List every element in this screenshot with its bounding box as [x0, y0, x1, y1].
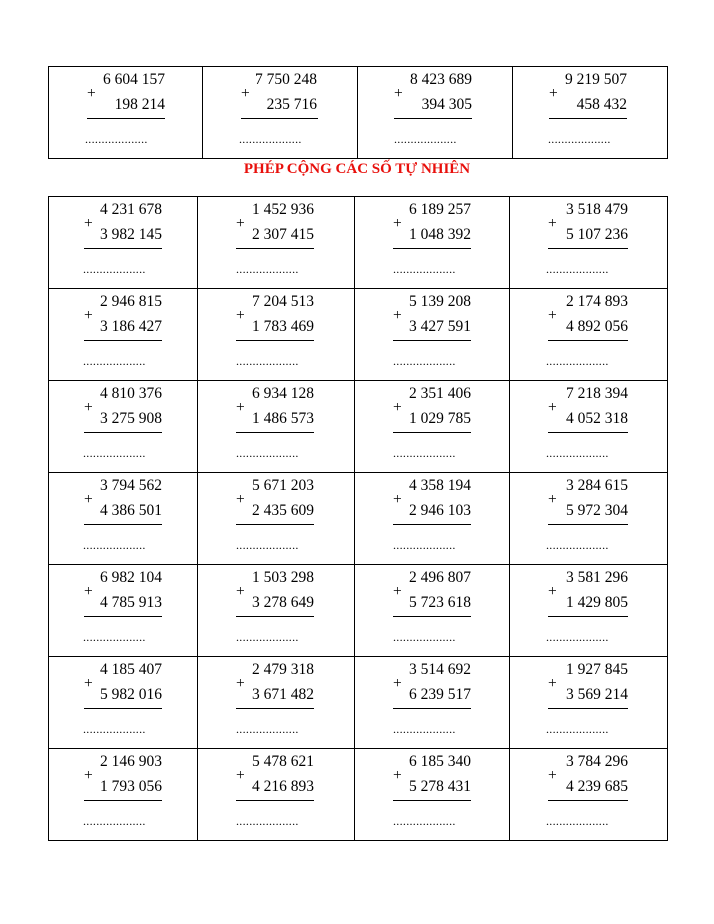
exercise-cell [355, 289, 510, 381]
addition-problem [198, 569, 354, 649]
first-addend: 5 139 208 [409, 293, 471, 310]
first-addend: 3 794 562 [100, 477, 162, 494]
exercise-cell [510, 565, 668, 657]
addition-problem [355, 201, 509, 281]
addition-problem [510, 569, 667, 649]
answer-blank[interactable]: ................... [393, 354, 456, 368]
plus-sign: + [394, 85, 403, 102]
plus-sign: + [393, 215, 402, 232]
plus-sign: + [393, 491, 402, 508]
exercise-cell [355, 657, 510, 749]
sum-line [236, 524, 314, 525]
second-addend: 458 432 [576, 96, 627, 113]
first-addend: 2 174 893 [566, 293, 628, 310]
plus-sign: + [548, 215, 557, 232]
exercise-row [49, 197, 668, 289]
answer-blank[interactable]: ................... [83, 262, 146, 276]
exercise-row [49, 473, 668, 565]
answer-blank[interactable]: ................... [83, 814, 146, 828]
sum-line [393, 432, 471, 433]
first-addend: 4 185 407 [100, 661, 162, 678]
sum-line [236, 616, 314, 617]
plus-sign: + [236, 491, 245, 508]
addition-problem [49, 201, 197, 281]
second-addend: 3 982 145 [100, 226, 162, 243]
first-addend: 6 189 257 [409, 201, 471, 218]
exercise-cell [198, 565, 355, 657]
exercise-cell [49, 381, 198, 473]
sum-line [548, 248, 628, 249]
plus-sign: + [393, 767, 402, 784]
second-addend: 1 783 469 [252, 318, 314, 335]
first-addend: 3 784 296 [566, 753, 628, 770]
first-addend: 8 423 689 [410, 71, 472, 88]
addition-problem [198, 661, 354, 741]
addition-problem [198, 477, 354, 557]
sum-line [393, 248, 471, 249]
first-addend: 3 514 692 [409, 661, 471, 678]
sum-line [548, 800, 628, 801]
first-addend: 4 810 376 [100, 385, 162, 402]
answer-blank[interactable]: ................... [546, 814, 609, 828]
plus-sign: + [84, 307, 93, 324]
exercise-cell [49, 67, 203, 159]
answer-blank[interactable]: ................... [548, 132, 611, 146]
plus-sign: + [548, 675, 557, 692]
plus-sign: + [84, 399, 93, 416]
plus-sign: + [236, 399, 245, 416]
exercise-cell [49, 289, 198, 381]
second-addend: 198 214 [114, 96, 165, 113]
answer-blank[interactable]: ................... [393, 722, 456, 736]
sum-line [236, 340, 314, 341]
second-addend: 6 239 517 [409, 686, 471, 703]
exercise-row [49, 657, 668, 749]
plus-sign: + [84, 767, 93, 784]
answer-blank[interactable]: ................... [393, 538, 456, 552]
sum-line [548, 616, 628, 617]
addition-problem [510, 201, 667, 281]
addition-problem [510, 293, 667, 373]
exercise-cell [49, 473, 198, 565]
exercise-cell [510, 657, 668, 749]
answer-blank[interactable]: ................... [546, 722, 609, 736]
addition-problem [49, 569, 197, 649]
plus-sign: + [393, 675, 402, 692]
first-addend: 2 946 815 [100, 293, 162, 310]
answer-blank[interactable]: ................... [546, 262, 609, 276]
sum-line [87, 118, 165, 119]
second-addend: 5 107 236 [566, 226, 628, 243]
sum-line [84, 340, 162, 341]
second-addend: 1 486 573 [252, 410, 314, 427]
plus-sign: + [241, 85, 250, 102]
addition-problem [358, 71, 512, 151]
exercise-cell [510, 473, 668, 565]
first-addend: 2 496 807 [409, 569, 471, 586]
exercise-row [49, 565, 668, 657]
sum-line [84, 432, 162, 433]
answer-blank[interactable]: ................... [83, 538, 146, 552]
exercise-cell [198, 749, 355, 841]
second-addend: 2 946 103 [409, 502, 471, 519]
plus-sign: + [548, 767, 557, 784]
second-addend: 4 239 685 [566, 778, 628, 795]
plus-sign: + [87, 85, 96, 102]
plus-sign: + [548, 583, 557, 600]
sum-line [84, 616, 162, 617]
addition-problem [510, 661, 667, 741]
sum-line [394, 118, 472, 119]
first-addend: 4 358 194 [409, 477, 471, 494]
plus-sign: + [548, 491, 557, 508]
sum-line [84, 800, 162, 801]
answer-blank[interactable]: ................... [236, 630, 299, 644]
addition-problem [49, 71, 202, 151]
first-addend: 3 581 296 [566, 569, 628, 586]
first-addend: 3 518 479 [566, 201, 628, 218]
answer-blank[interactable]: ................... [394, 132, 457, 146]
answer-blank[interactable]: ................... [236, 446, 299, 460]
main-exercise-body [49, 197, 668, 841]
plus-sign: + [548, 307, 557, 324]
plus-sign: + [84, 583, 93, 600]
addition-problem [49, 477, 197, 557]
exercise-cell [49, 197, 198, 289]
addition-problem [513, 71, 667, 151]
exercise-cell [510, 749, 668, 841]
first-addend: 1 927 845 [566, 661, 628, 678]
second-addend: 1 048 392 [409, 226, 471, 243]
addition-problem [198, 385, 354, 465]
addition-problem [355, 753, 509, 833]
exercise-row [49, 749, 668, 841]
second-addend: 2 307 415 [252, 226, 314, 243]
addition-problem [355, 661, 509, 741]
second-addend: 1 793 056 [100, 778, 162, 795]
second-addend: 5 278 431 [409, 778, 471, 795]
sum-line [548, 524, 628, 525]
sum-line [236, 708, 314, 709]
addition-problem [49, 661, 197, 741]
answer-blank[interactable]: ................... [83, 354, 146, 368]
first-addend: 5 671 203 [252, 477, 314, 494]
second-addend: 3 186 427 [100, 318, 162, 335]
second-addend: 3 569 214 [566, 686, 628, 703]
plus-sign: + [84, 491, 93, 508]
first-addend: 6 185 340 [409, 753, 471, 770]
exercise-cell [198, 657, 355, 749]
addition-problem [355, 569, 509, 649]
plus-sign: + [548, 399, 557, 416]
exercise-cell [355, 749, 510, 841]
addition-problem [49, 293, 197, 373]
exercise-cell [355, 197, 510, 289]
answer-blank[interactable]: ................... [236, 354, 299, 368]
top-exercise-body [49, 67, 668, 159]
answer-blank[interactable]: ................... [393, 262, 456, 276]
exercise-row [49, 381, 668, 473]
first-addend: 4 231 678 [100, 201, 162, 218]
answer-blank[interactable]: ................... [546, 630, 609, 644]
exercise-cell [510, 289, 668, 381]
answer-blank[interactable]: ................... [236, 722, 299, 736]
second-addend: 4 892 056 [566, 318, 628, 335]
answer-blank[interactable]: ................... [393, 446, 456, 460]
exercise-cell [198, 197, 355, 289]
second-addend: 2 435 609 [252, 502, 314, 519]
first-addend: 2 351 406 [409, 385, 471, 402]
sum-line [236, 800, 314, 801]
exercise-cell [510, 197, 668, 289]
plus-sign: + [236, 583, 245, 600]
plus-sign: + [393, 583, 402, 600]
addition-problem [510, 477, 667, 557]
plus-sign: + [84, 675, 93, 692]
second-addend: 394 305 [421, 96, 472, 113]
exercise-cell [198, 381, 355, 473]
worksheet-title: PHÉP CỘNG CÁC SỐ TỰ NHIÊN [243, 161, 471, 177]
sum-line [84, 248, 162, 249]
second-addend: 4 386 501 [100, 502, 162, 519]
exercise-cell [355, 565, 510, 657]
plus-sign: + [393, 307, 402, 324]
addition-problem [198, 293, 354, 373]
second-addend: 3 671 482 [252, 686, 314, 703]
first-addend: 3 284 615 [566, 477, 628, 494]
first-addend: 9 219 507 [565, 71, 627, 88]
exercise-cell [49, 565, 198, 657]
answer-blank[interactable]: ................... [236, 814, 299, 828]
addition-problem [49, 385, 197, 465]
exercise-cell [198, 473, 355, 565]
answer-blank[interactable]: ................... [546, 538, 609, 552]
first-addend: 6 604 157 [103, 71, 165, 88]
exercise-cell [49, 657, 198, 749]
sum-line [548, 432, 628, 433]
second-addend: 4 785 913 [100, 594, 162, 611]
exercise-cell [355, 381, 510, 473]
answer-blank[interactable]: ................... [546, 446, 609, 460]
addition-problem [49, 753, 197, 833]
sum-line [548, 708, 628, 709]
second-addend: 1 429 805 [566, 594, 628, 611]
answer-blank[interactable]: ................... [83, 630, 146, 644]
sum-line [549, 118, 627, 119]
first-addend: 6 934 128 [252, 385, 314, 402]
plus-sign: + [236, 307, 245, 324]
sum-line [84, 524, 162, 525]
exercise-cell [358, 67, 513, 159]
first-addend: 2 479 318 [252, 661, 314, 678]
answer-blank[interactable]: ................... [546, 354, 609, 368]
second-addend: 5 972 304 [566, 502, 628, 519]
second-addend: 4 216 893 [252, 778, 314, 795]
first-addend: 6 982 104 [100, 569, 162, 586]
sum-line [241, 118, 318, 119]
second-addend: 5 723 618 [409, 594, 471, 611]
plus-sign: + [84, 215, 93, 232]
answer-blank[interactable]: ................... [236, 262, 299, 276]
answer-blank[interactable]: ................... [393, 630, 456, 644]
plus-sign: + [236, 675, 245, 692]
plus-sign: + [236, 767, 245, 784]
answer-blank[interactable]: ................... [85, 132, 148, 146]
exercise-cell [49, 749, 198, 841]
sum-line [393, 524, 471, 525]
plus-sign: + [236, 215, 245, 232]
exercise-cell [355, 473, 510, 565]
exercise-cell [203, 67, 358, 159]
sum-line [84, 708, 162, 709]
second-addend: 235 716 [266, 96, 317, 113]
addition-problem [510, 385, 667, 465]
plus-sign: + [393, 399, 402, 416]
plus-sign: + [549, 85, 558, 102]
addition-problem [203, 71, 357, 151]
main-exercise-table [48, 196, 668, 841]
second-addend: 3 278 649 [252, 594, 314, 611]
first-addend: 7 218 394 [566, 385, 628, 402]
sum-line [548, 340, 628, 341]
exercise-cell [513, 67, 668, 159]
first-addend: 7 204 513 [252, 293, 314, 310]
sum-line [393, 616, 471, 617]
addition-problem [355, 293, 509, 373]
addition-problem [355, 477, 509, 557]
first-addend: 2 146 903 [100, 753, 162, 770]
exercise-row [49, 289, 668, 381]
first-addend: 7 750 248 [255, 71, 317, 88]
top-exercise-table [48, 66, 668, 159]
sum-line [393, 800, 471, 801]
sum-line [236, 432, 314, 433]
answer-blank[interactable]: ................... [83, 722, 146, 736]
addition-problem [355, 385, 509, 465]
exercise-row [49, 67, 668, 159]
second-addend: 3 427 591 [409, 318, 471, 335]
second-addend: 4 052 318 [566, 410, 628, 427]
exercise-cell [510, 381, 668, 473]
addition-problem [198, 201, 354, 281]
addition-problem [510, 753, 667, 833]
second-addend: 3 275 908 [100, 410, 162, 427]
answer-blank[interactable]: ................... [83, 446, 146, 460]
answer-blank[interactable]: ................... [236, 538, 299, 552]
addition-problem [198, 753, 354, 833]
first-addend: 1 503 298 [252, 569, 314, 586]
answer-blank[interactable]: ................... [239, 132, 302, 146]
second-addend: 5 982 016 [100, 686, 162, 703]
sum-line [236, 248, 314, 249]
answer-blank[interactable]: ................... [393, 814, 456, 828]
first-addend: 5 478 621 [252, 753, 314, 770]
sum-line [393, 708, 471, 709]
second-addend: 1 029 785 [409, 410, 471, 427]
sum-line [393, 340, 471, 341]
first-addend: 1 452 936 [252, 201, 314, 218]
exercise-cell [198, 289, 355, 381]
